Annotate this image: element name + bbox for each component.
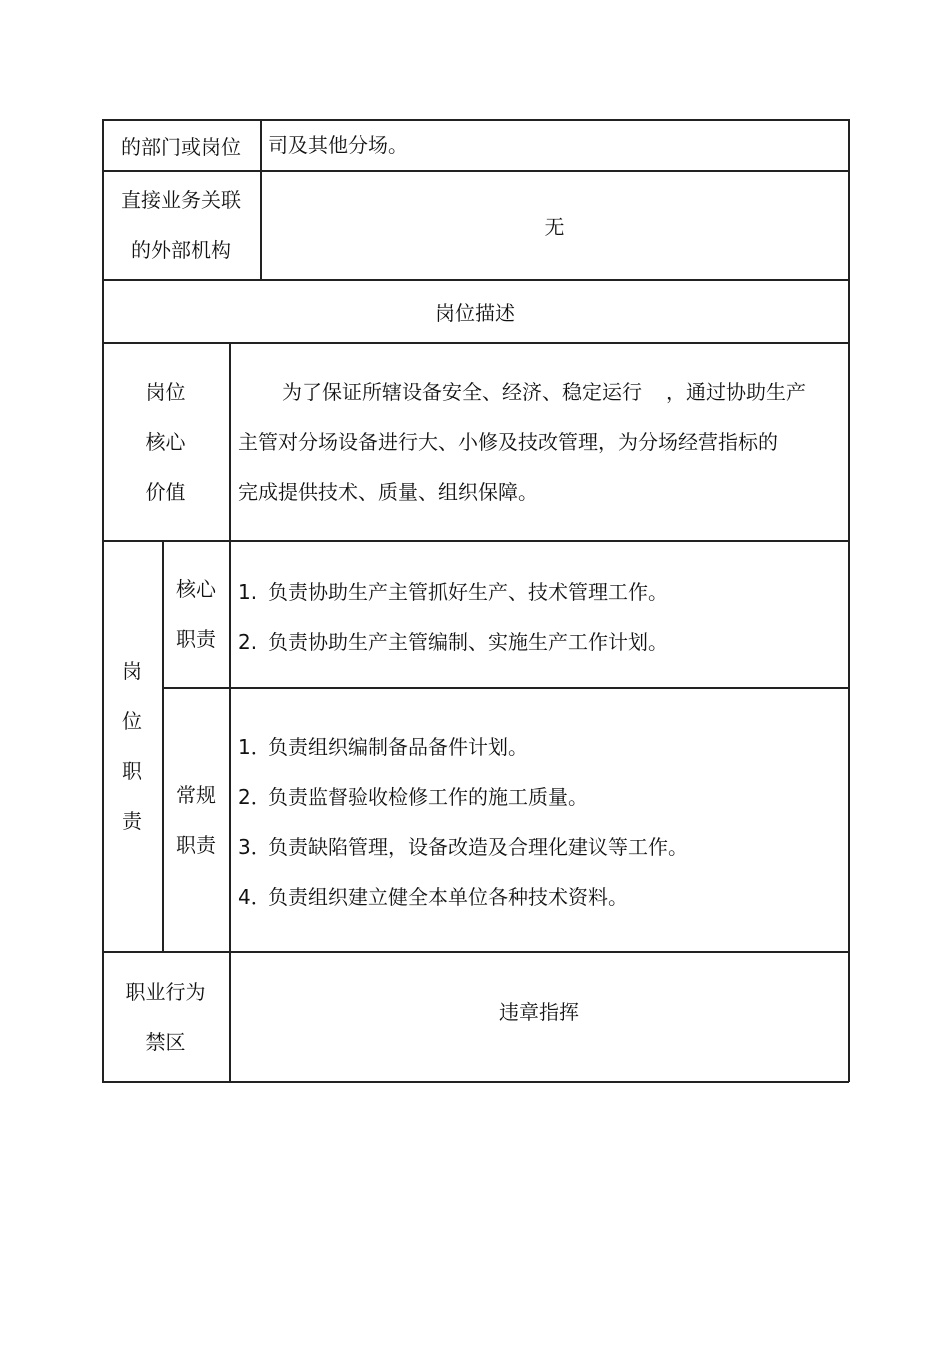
- regular-duties-label-line1: 常规: [176, 782, 216, 807]
- list-item-number: 2.: [238, 630, 258, 654]
- forbidden-value: 违章指挥: [499, 1000, 579, 1024]
- section-header: 岗位描述: [435, 300, 515, 325]
- list-item-text: 负责组织建立健全本单位各种技术资料。: [268, 885, 628, 909]
- department-value: 司及其他分场。: [268, 133, 408, 157]
- forbidden-label-line2: 禁区: [145, 1029, 186, 1054]
- list-item-text: 负责缺陷管理，设备改造及合理化建议等工作。: [268, 835, 688, 859]
- section-header-cell: [102, 280, 848, 342]
- list-item: [238, 872, 838, 922]
- row-divider: [162, 687, 849, 689]
- list-item: [238, 822, 838, 872]
- duties-outer-char3: 职: [122, 759, 142, 783]
- core-value-line1: [238, 367, 838, 417]
- core-value-label-cell: [102, 343, 229, 540]
- duties-outer-char2: 位: [122, 709, 142, 733]
- list-item-number: 1．: [238, 735, 271, 759]
- regular-duties-label-cell: [163, 688, 229, 951]
- duties-outer-label-cell: [102, 541, 162, 951]
- list-item-text: 负责协助生产主管编制、实施生产工作计划。: [268, 630, 668, 654]
- list-item: [238, 617, 838, 667]
- list-item-number: 3．: [238, 835, 271, 859]
- list-item-number: 4．: [238, 885, 271, 909]
- core-value-label-line1: 岗位: [145, 379, 186, 404]
- list-item: [238, 567, 838, 617]
- core-value-line3: 完成提供技术、质量、组织保障。: [238, 480, 538, 504]
- department-label: 的部门或岗位: [121, 134, 241, 159]
- core-duties-label-line2: 职责: [176, 627, 216, 651]
- list-item-text: 负责协助生产主管抓好生产、技术管理工作。: [268, 580, 668, 604]
- table-border-bottom: [102, 1081, 849, 1083]
- list-item-number: 1.: [238, 580, 258, 604]
- core-duties-label-line1: 核心: [176, 577, 216, 601]
- core-value-text-cell: [238, 367, 838, 517]
- list-item: [238, 772, 838, 822]
- external-org-value: 无: [544, 214, 565, 239]
- external-org-value-cell: [261, 171, 848, 279]
- list-item-number: 2．: [238, 785, 271, 809]
- duties-outer-char4: 责: [122, 809, 142, 833]
- forbidden-label-cell: [102, 952, 229, 1081]
- department-label-cell: [102, 120, 260, 170]
- core-value-label-line2: 核心: [145, 429, 186, 454]
- core-duties-label-cell: [163, 541, 229, 687]
- table-border-right: [848, 119, 850, 1082]
- department-value-cell: [268, 120, 838, 170]
- duties-outer-char1: 岗: [122, 659, 142, 683]
- core-value-text-part2: ，通过协助生产: [666, 380, 806, 404]
- core-duties-list: [238, 567, 838, 667]
- list-item: [238, 722, 838, 772]
- forbidden-label-line1: 职业行为: [125, 979, 206, 1004]
- core-value-text-part1: 为了保证所辖设备安全、经济、稳定运行: [282, 380, 642, 404]
- regular-duties-list: [238, 722, 838, 922]
- external-org-label-line2: 的外部机构: [131, 238, 231, 262]
- external-org-label-line1: 直接业务关联: [121, 188, 241, 212]
- regular-duties-label-line2: 职责: [176, 832, 216, 857]
- list-item-text: 负责组织编制备品备件计划。: [268, 735, 528, 759]
- list-item-text: 负责监督验收检修工作的施工质量。: [268, 785, 588, 809]
- core-value-label-line3: 价值: [145, 479, 186, 504]
- forbidden-value-cell: [230, 952, 848, 1081]
- core-value-line2: 主管对分场设备进行大、小修及技改管理，为分场经营指标的: [238, 430, 778, 454]
- external-org-label-cell: [102, 171, 260, 279]
